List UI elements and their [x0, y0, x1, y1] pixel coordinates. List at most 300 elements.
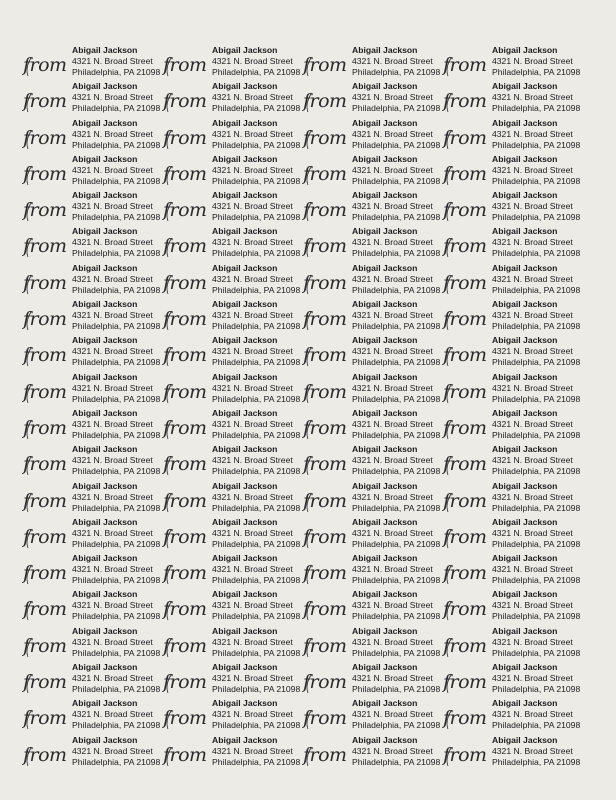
- svg-text:from: from: [443, 671, 487, 694]
- address-name: Abigail Jackson: [352, 553, 418, 564]
- address-label: [22, 78, 162, 114]
- address-label: [442, 732, 582, 768]
- svg-text:from: from: [23, 671, 67, 694]
- address-block: [352, 626, 440, 659]
- from-script-word: [22, 707, 70, 731]
- address-label: [302, 42, 442, 78]
- address-street: 4321 N. Broad Street: [492, 92, 573, 103]
- address-name: Abigail Jackson: [352, 81, 418, 92]
- address-city-line: Philadelphia, PA 21098: [72, 139, 161, 150]
- from-script-word: [302, 635, 350, 659]
- address-street: 4321 N. Broad Street: [492, 56, 573, 66]
- address-street: 4321 N. Broad Street: [352, 745, 433, 756]
- from-script-word: [162, 199, 210, 223]
- address-city-line: Philadelphia, PA 21098: [352, 429, 441, 440]
- address-block: [212, 81, 300, 114]
- address-name: Abigail Jackson: [492, 153, 558, 164]
- address-label: [22, 151, 162, 187]
- svg-text:from: from: [443, 235, 487, 258]
- address-street: 4321 N. Broad Street: [72, 418, 153, 429]
- address-block: [212, 190, 300, 223]
- from-script-word: [162, 54, 210, 78]
- address-street: 4321 N. Broad Street: [72, 564, 153, 575]
- address-street: 4321 N. Broad Street: [352, 600, 433, 611]
- svg-text:from: from: [443, 126, 487, 149]
- address-label: [22, 550, 162, 586]
- address-block: [212, 45, 300, 78]
- address-label: [442, 260, 582, 296]
- address-name: Abigail Jackson: [352, 117, 418, 128]
- address-label: [302, 478, 442, 514]
- address-city-line: Philadelphia, PA 21098: [212, 393, 301, 404]
- address-name: Abigail Jackson: [72, 45, 138, 55]
- address-street: 4321 N. Broad Street: [212, 164, 293, 175]
- address-street: 4321 N. Broad Street: [212, 382, 293, 393]
- from-script-word: [22, 272, 70, 296]
- address-city-line: Philadelphia, PA 21098: [492, 393, 581, 404]
- address-block: [212, 335, 300, 368]
- address-block: [72, 735, 160, 768]
- address-label: [442, 623, 582, 659]
- address-block: [72, 335, 160, 368]
- address-block: [72, 481, 160, 514]
- address-city-line: Philadelphia, PA 21098: [492, 756, 581, 767]
- address-name: Abigail Jackson: [72, 262, 138, 273]
- address-name: Abigail Jackson: [492, 117, 558, 128]
- svg-text:from: from: [303, 671, 347, 694]
- address-name: Abigail Jackson: [352, 153, 418, 164]
- address-name: Abigail Jackson: [352, 625, 418, 636]
- address-street: 4321 N. Broad Street: [352, 455, 433, 466]
- address-name: Abigail Jackson: [352, 335, 418, 346]
- from-script-word: [442, 671, 490, 695]
- address-block: [72, 408, 160, 441]
- address-city-line: Philadelphia, PA 21098: [72, 647, 161, 658]
- address-label: [442, 695, 582, 731]
- svg-text:from: from: [163, 743, 207, 766]
- address-street: 4321 N. Broad Street: [212, 418, 293, 429]
- address-name: Abigail Jackson: [492, 299, 558, 310]
- address-name: Abigail Jackson: [212, 81, 278, 92]
- svg-text:from: from: [163, 162, 207, 185]
- svg-text:from: from: [303, 525, 347, 548]
- address-street: 4321 N. Broad Street: [72, 237, 153, 248]
- address-label: [22, 369, 162, 405]
- svg-text:from: from: [23, 634, 67, 657]
- address-label: [22, 586, 162, 622]
- svg-text:from: from: [163, 598, 207, 621]
- svg-text:from: from: [163, 199, 207, 222]
- address-street: 4321 N. Broad Street: [212, 709, 293, 720]
- address-label: [22, 478, 162, 514]
- address-label: [442, 115, 582, 151]
- address-city-line: Philadelphia, PA 21098: [72, 684, 161, 695]
- svg-text:from: from: [163, 562, 207, 585]
- svg-text:from: from: [303, 199, 347, 222]
- address-street: 4321 N. Broad Street: [352, 418, 433, 429]
- address-city-line: Philadelphia, PA 21098: [212, 357, 301, 368]
- address-city-line: Philadelphia, PA 21098: [212, 684, 301, 695]
- svg-text:from: from: [23, 489, 67, 512]
- address-block: [212, 662, 300, 695]
- address-label: [442, 514, 582, 550]
- address-label: [442, 550, 582, 586]
- address-name: Abigail Jackson: [492, 45, 558, 55]
- address-name: Abigail Jackson: [72, 444, 138, 455]
- address-block: [352, 372, 440, 405]
- address-street: 4321 N. Broad Street: [212, 745, 293, 756]
- address-street: 4321 N. Broad Street: [72, 636, 153, 647]
- address-block: [212, 226, 300, 259]
- svg-text:from: from: [303, 162, 347, 185]
- from-script-word: [442, 417, 490, 441]
- svg-text:from: from: [23, 453, 67, 476]
- address-label: [162, 732, 302, 768]
- address-label: [162, 478, 302, 514]
- address-block: [212, 626, 300, 659]
- address-street: 4321 N. Broad Street: [492, 527, 573, 538]
- from-script-word: [442, 707, 490, 731]
- from-script-word: [442, 90, 490, 114]
- svg-text:from: from: [443, 634, 487, 657]
- address-street: 4321 N. Broad Street: [72, 346, 153, 357]
- address-city-line: Philadelphia, PA 21098: [352, 284, 441, 295]
- address-city-line: Philadelphia, PA 21098: [212, 212, 301, 223]
- address-label: [22, 659, 162, 695]
- address-name: Abigail Jackson: [492, 553, 558, 564]
- from-script-word: [162, 417, 210, 441]
- address-city-line: Philadelphia, PA 21098: [352, 67, 441, 77]
- svg-text:from: from: [443, 162, 487, 185]
- address-label: [302, 732, 442, 768]
- address-city-line: Philadelphia, PA 21098: [212, 429, 301, 440]
- svg-text:from: from: [303, 453, 347, 476]
- svg-text:from: from: [23, 162, 67, 185]
- address-name: Abigail Jackson: [212, 407, 278, 418]
- address-block: [72, 45, 160, 78]
- from-script-word: [302, 272, 350, 296]
- address-city-line: Philadelphia, PA 21098: [352, 212, 441, 223]
- svg-text:from: from: [443, 344, 487, 367]
- address-street: 4321 N. Broad Street: [352, 310, 433, 321]
- address-street: 4321 N. Broad Street: [352, 636, 433, 647]
- svg-text:from: from: [163, 671, 207, 694]
- address-street: 4321 N. Broad Street: [352, 273, 433, 284]
- address-label: [302, 151, 442, 187]
- address-city-line: Philadelphia, PA 21098: [212, 284, 301, 295]
- from-script-word: [442, 308, 490, 332]
- from-script-word: [302, 199, 350, 223]
- svg-text:from: from: [163, 707, 207, 730]
- address-street: 4321 N. Broad Street: [492, 201, 573, 212]
- from-script-word: [302, 526, 350, 550]
- address-label: [22, 514, 162, 550]
- address-label: [22, 260, 162, 296]
- address-city-line: Philadelphia, PA 21098: [352, 756, 441, 767]
- address-name: Abigail Jackson: [492, 81, 558, 92]
- address-city-line: Philadelphia, PA 21098: [72, 429, 161, 440]
- from-script-word: [22, 54, 70, 78]
- svg-text:from: from: [443, 525, 487, 548]
- from-script-word: [442, 127, 490, 151]
- address-block: [352, 662, 440, 695]
- address-block: [492, 154, 580, 187]
- address-street: 4321 N. Broad Street: [212, 527, 293, 538]
- address-city-line: Philadelphia, PA 21098: [352, 720, 441, 731]
- address-label: [162, 296, 302, 332]
- address-label: [162, 586, 302, 622]
- address-city-line: Philadelphia, PA 21098: [72, 756, 161, 767]
- svg-text:from: from: [443, 90, 487, 113]
- address-street: 4321 N. Broad Street: [352, 128, 433, 139]
- address-city-line: Philadelphia, PA 21098: [352, 684, 441, 695]
- address-city-line: Philadelphia, PA 21098: [492, 611, 581, 622]
- from-script-word: [22, 744, 70, 768]
- address-name: Abigail Jackson: [492, 190, 558, 201]
- from-script-word: [22, 199, 70, 223]
- svg-text:from: from: [23, 344, 67, 367]
- address-street: 4321 N. Broad Street: [492, 128, 573, 139]
- from-script-word: [162, 90, 210, 114]
- address-block: [492, 226, 580, 259]
- address-label: [162, 441, 302, 477]
- address-label: [302, 695, 442, 731]
- address-street: 4321 N. Broad Street: [352, 164, 433, 175]
- address-street: 4321 N. Broad Street: [352, 673, 433, 684]
- address-street: 4321 N. Broad Street: [212, 673, 293, 684]
- address-city-line: Philadelphia, PA 21098: [212, 756, 301, 767]
- address-city-line: Philadelphia, PA 21098: [212, 175, 301, 186]
- address-block: [352, 226, 440, 259]
- address-city-line: Philadelphia, PA 21098: [72, 502, 161, 513]
- from-script-word: [302, 381, 350, 405]
- address-street: 4321 N. Broad Street: [352, 237, 433, 248]
- address-city-line: Philadelphia, PA 21098: [352, 248, 441, 259]
- address-label: [162, 332, 302, 368]
- address-name: Abigail Jackson: [492, 371, 558, 382]
- address-block: [492, 118, 580, 151]
- address-city-line: Philadelphia, PA 21098: [212, 647, 301, 658]
- svg-text:from: from: [23, 380, 67, 403]
- from-script-word: [442, 744, 490, 768]
- from-script-word: [162, 598, 210, 622]
- from-script-word: [302, 163, 350, 187]
- address-label: [302, 332, 442, 368]
- address-city-line: Philadelphia, PA 21098: [212, 720, 301, 731]
- address-name: Abigail Jackson: [492, 625, 558, 636]
- from-script-word: [302, 54, 350, 78]
- from-script-word: [22, 235, 70, 259]
- address-block: [212, 444, 300, 477]
- svg-text:from: from: [443, 743, 487, 766]
- from-script-word: [22, 90, 70, 114]
- address-label: [442, 441, 582, 477]
- address-city-line: Philadelphia, PA 21098: [72, 720, 161, 731]
- address-name: Abigail Jackson: [72, 589, 138, 600]
- from-script-word: [162, 635, 210, 659]
- svg-text:from: from: [303, 562, 347, 585]
- svg-text:from: from: [23, 271, 67, 294]
- address-name: Abigail Jackson: [72, 625, 138, 636]
- address-label: [22, 42, 162, 78]
- address-label: [442, 78, 582, 114]
- address-street: 4321 N. Broad Street: [212, 491, 293, 502]
- address-street: 4321 N. Broad Street: [492, 164, 573, 175]
- address-name: Abigail Jackson: [72, 190, 138, 201]
- address-label: [302, 369, 442, 405]
- address-block: [212, 553, 300, 586]
- address-city-line: Philadelphia, PA 21098: [212, 67, 301, 77]
- from-script-word: [302, 417, 350, 441]
- address-block: [212, 372, 300, 405]
- from-script-word: [22, 490, 70, 514]
- address-street: 4321 N. Broad Street: [72, 709, 153, 720]
- from-script-word: [162, 744, 210, 768]
- svg-text:from: from: [163, 308, 207, 331]
- svg-text:from: from: [23, 126, 67, 149]
- address-block: [72, 299, 160, 332]
- address-street: 4321 N. Broad Street: [352, 709, 433, 720]
- svg-text:from: from: [23, 90, 67, 113]
- address-city-line: Philadelphia, PA 21098: [492, 538, 581, 549]
- address-city-line: Philadelphia, PA 21098: [492, 647, 581, 658]
- address-city-line: Philadelphia, PA 21098: [492, 720, 581, 731]
- address-city-line: Philadelphia, PA 21098: [352, 321, 441, 332]
- address-city-line: Philadelphia, PA 21098: [492, 212, 581, 223]
- address-street: 4321 N. Broad Street: [72, 673, 153, 684]
- address-block: [492, 626, 580, 659]
- address-label: [442, 151, 582, 187]
- from-script-word: [162, 344, 210, 368]
- address-block: [72, 154, 160, 187]
- address-label: [162, 223, 302, 259]
- address-name: Abigail Jackson: [72, 371, 138, 382]
- address-name: Abigail Jackson: [212, 553, 278, 564]
- address-block: [492, 299, 580, 332]
- address-city-line: Philadelphia, PA 21098: [212, 502, 301, 513]
- address-block: [492, 662, 580, 695]
- address-block: [492, 698, 580, 731]
- address-block: [72, 372, 160, 405]
- address-street: 4321 N. Broad Street: [492, 418, 573, 429]
- address-city-line: Philadelphia, PA 21098: [72, 67, 161, 77]
- address-city-line: Philadelphia, PA 21098: [212, 538, 301, 549]
- address-name: Abigail Jackson: [212, 662, 278, 673]
- address-label: [162, 514, 302, 550]
- address-label: [22, 695, 162, 731]
- address-block: [72, 589, 160, 622]
- address-name: Abigail Jackson: [492, 335, 558, 346]
- address-label: [22, 732, 162, 768]
- address-label: [22, 405, 162, 441]
- from-script-word: [442, 598, 490, 622]
- svg-text:from: from: [163, 90, 207, 113]
- address-label: [442, 42, 582, 78]
- address-city-line: Philadelphia, PA 21098: [352, 139, 441, 150]
- address-block: [212, 408, 300, 441]
- address-name: Abigail Jackson: [352, 589, 418, 600]
- address-name: Abigail Jackson: [352, 407, 418, 418]
- address-block: [352, 45, 440, 78]
- address-label: [302, 405, 442, 441]
- address-city-line: Philadelphia, PA 21098: [212, 466, 301, 477]
- address-label: [162, 659, 302, 695]
- address-label: [162, 405, 302, 441]
- address-street: 4321 N. Broad Street: [492, 491, 573, 502]
- address-label: [302, 441, 442, 477]
- from-script-word: [442, 490, 490, 514]
- svg-text:from: from: [163, 416, 207, 439]
- svg-text:from: from: [303, 308, 347, 331]
- svg-text:from: from: [303, 634, 347, 657]
- address-name: Abigail Jackson: [352, 45, 418, 55]
- address-block: [212, 481, 300, 514]
- address-street: 4321 N. Broad Street: [492, 564, 573, 575]
- svg-text:from: from: [303, 90, 347, 113]
- from-script-word: [22, 308, 70, 332]
- svg-text:from: from: [23, 54, 67, 76]
- address-street: 4321 N. Broad Street: [352, 346, 433, 357]
- address-block: [352, 698, 440, 731]
- address-city-line: Philadelphia, PA 21098: [72, 248, 161, 259]
- address-block: [212, 735, 300, 768]
- address-street: 4321 N. Broad Street: [72, 491, 153, 502]
- address-label: [442, 405, 582, 441]
- from-script-word: [442, 272, 490, 296]
- label-grid: [22, 42, 616, 768]
- from-script-word: [162, 562, 210, 586]
- address-name: Abigail Jackson: [212, 516, 278, 527]
- from-script-word: [442, 235, 490, 259]
- address-label: [302, 586, 442, 622]
- address-label: [442, 332, 582, 368]
- address-city-line: Philadelphia, PA 21098: [492, 575, 581, 586]
- address-name: Abigail Jackson: [212, 190, 278, 201]
- address-street: 4321 N. Broad Street: [352, 382, 433, 393]
- svg-text:from: from: [443, 453, 487, 476]
- address-name: Abigail Jackson: [72, 698, 138, 709]
- address-label: [302, 514, 442, 550]
- address-block: [352, 154, 440, 187]
- address-name: Abigail Jackson: [352, 662, 418, 673]
- address-street: 4321 N. Broad Street: [352, 56, 433, 66]
- address-label: [162, 42, 302, 78]
- address-name: Abigail Jackson: [352, 444, 418, 455]
- address-name: Abigail Jackson: [72, 662, 138, 673]
- address-label: [302, 659, 442, 695]
- from-script-word: [162, 381, 210, 405]
- address-label: [302, 260, 442, 296]
- address-street: 4321 N. Broad Street: [212, 273, 293, 284]
- address-block: [492, 735, 580, 768]
- address-city-line: Philadelphia, PA 21098: [352, 575, 441, 586]
- svg-text:from: from: [443, 598, 487, 621]
- svg-text:from: from: [443, 54, 487, 76]
- address-street: 4321 N. Broad Street: [492, 709, 573, 720]
- address-city-line: Philadelphia, PA 21098: [72, 575, 161, 586]
- svg-text:from: from: [163, 489, 207, 512]
- svg-text:from: from: [23, 199, 67, 222]
- address-street: 4321 N. Broad Street: [212, 237, 293, 248]
- address-city-line: Philadelphia, PA 21098: [492, 684, 581, 695]
- from-script-word: [162, 272, 210, 296]
- address-label: [442, 296, 582, 332]
- address-label: [22, 332, 162, 368]
- address-street: 4321 N. Broad Street: [352, 491, 433, 502]
- address-street: 4321 N. Broad Street: [212, 636, 293, 647]
- from-script-word: [302, 453, 350, 477]
- from-script-word: [22, 526, 70, 550]
